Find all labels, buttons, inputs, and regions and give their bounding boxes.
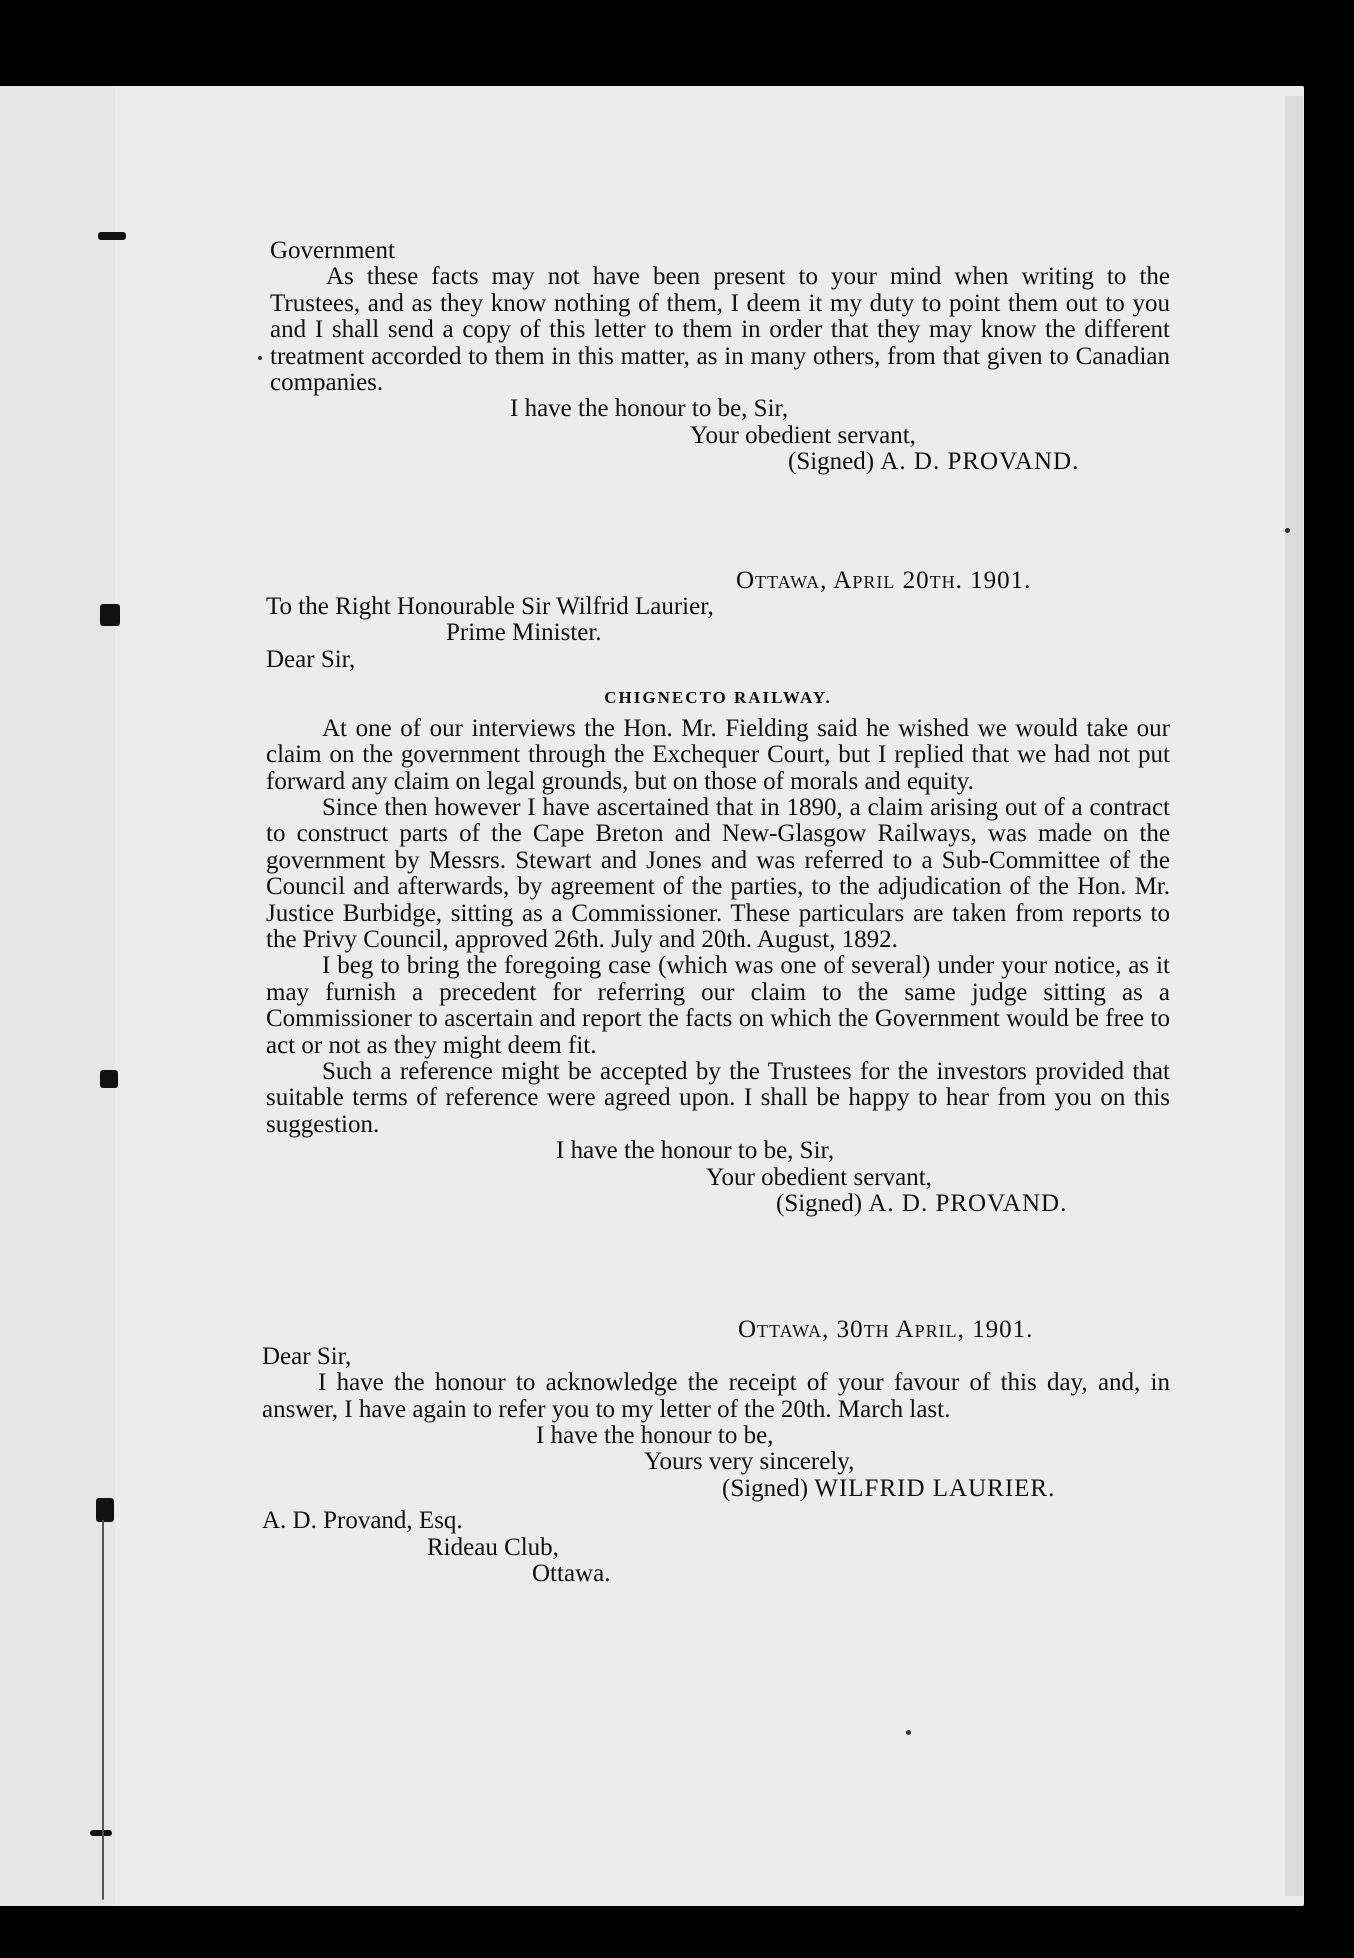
document-body [262,237,1170,1588]
letter-2-address-2: Prime Minister. [446,619,602,647]
binding-mark [98,232,126,240]
letter-1-body: As these facts may not have been present to your mind when writing to the Trustees, and as they know nothing of them, I deem it my duty to point them out to you and I shall send a copy of this letter to them in order that they may know the different treatment accorded to them in this matter, as in many others, from that given to Canadian companies. [270,263,1170,397]
letter-2-paragraph-2: Since then however I have ascertained that in 1890, a claim arising out of a contract to construct parts of the Cape Breton and New-Glasgow Railways, was made on the government by Messrs. Stewart and Jones and was referred to a Sub-Committee of the Council and afterwards, by agreement of the parties, to the adjudication of the Hon. Mr. Justice Burbidge, sitting as a Commissioner. These particulars are taken from reports to the Privy Council, approved 26th. July and 20th. August, 1892. [266,793,1170,953]
speck [258,356,262,360]
letter-2-signature [266,1191,1170,1217]
spacer [270,1217,1170,1317]
spacer [270,476,1170,568]
letter-2-closing-2: Your obedient servant, [706,1163,932,1191]
letter-2-salutation: Dear Sir, [266,645,356,673]
letter-1-opening: Government [270,237,395,264]
binding-mark [100,1070,118,1088]
binding-line [102,1520,104,1900]
letter-3 [262,1317,1170,1587]
page-gutter [0,86,115,1906]
letter-2-address-1: To the Right Honourable Sir Wilfrid Laurier, [266,593,714,621]
signer-name: WILFRID LAURIER. [814,1474,1056,1502]
letter-3-addressee-3: Ottawa. [532,1560,611,1588]
signer-name: A. D. PROVAND. [880,448,1080,476]
letter-2-dateline: Ottawa, April 20th. 1901. [736,566,1032,594]
letter-1-closing-2: Your obedient servant, [690,421,916,449]
binding-mark [90,1830,112,1836]
letter-1 [270,238,1170,476]
letter-2 [266,568,1170,1218]
letter-2-paragraph-1: At one of our interviews the Hon. Mr. Fielding said he wished we would take our claim on the government through the Exchequer Court, but I replied that we had not put forward any claim on legal grounds, but on those of morals and equity. [266,714,1170,795]
letter-1-signature [270,449,1170,475]
letter-2-paragraph-4: Such a reference might be accepted by the Trustees for the investors provided that suitable terms of reference were agreed upon. I shall be happy to hear from you on this suggestion. [266,1057,1170,1138]
signed-label: (Signed) [722,1474,809,1502]
letter-3-addressee-2: Rideau Club, [427,1533,559,1561]
letter-1-closing-1: I have the honour to be, Sir, [510,395,789,423]
letter-3-body: I have the honour to acknowledge the receipt of your favour of this day, and, in answer, I have again to refer you to my letter of the 20th. March last. [262,1369,1170,1423]
signer-name: A. D. PROVAND. [868,1190,1068,1217]
letter-3-closing-2: Yours very sincerely, [644,1448,855,1476]
letter-2-paragraph-3: I beg to bring the foregoing case (which was one of several) under your notice, as it may furnish a precedent for referring our claim to the same judge sitting as a Commissioner to ascertain and report the facts on which the Government would be free to act or not as they might deem fit. [266,952,1170,1059]
signed-label: (Signed) [776,1190,863,1217]
letter-3-dateline: Ottawa, 30th April, 1901. [738,1316,1034,1344]
letter-3-closing-1: I have the honour to be, [536,1422,774,1450]
letter-3-signature [262,1476,1170,1502]
letter-3-addressee-1: A. D. Provand, Esq. [262,1507,463,1535]
speck [906,1730,911,1735]
binding-mark [96,1498,114,1522]
signed-label: (Signed) [788,448,875,476]
page-right-edge [1285,96,1303,1896]
binding-mark [100,604,120,626]
letter-3-salutation: Dear Sir, [262,1342,352,1370]
letter-2-subject: CHIGNECTO RAILWAY. [604,688,832,708]
speck [1285,528,1290,533]
letter-2-closing-1: I have the honour to be, Sir, [556,1137,835,1165]
